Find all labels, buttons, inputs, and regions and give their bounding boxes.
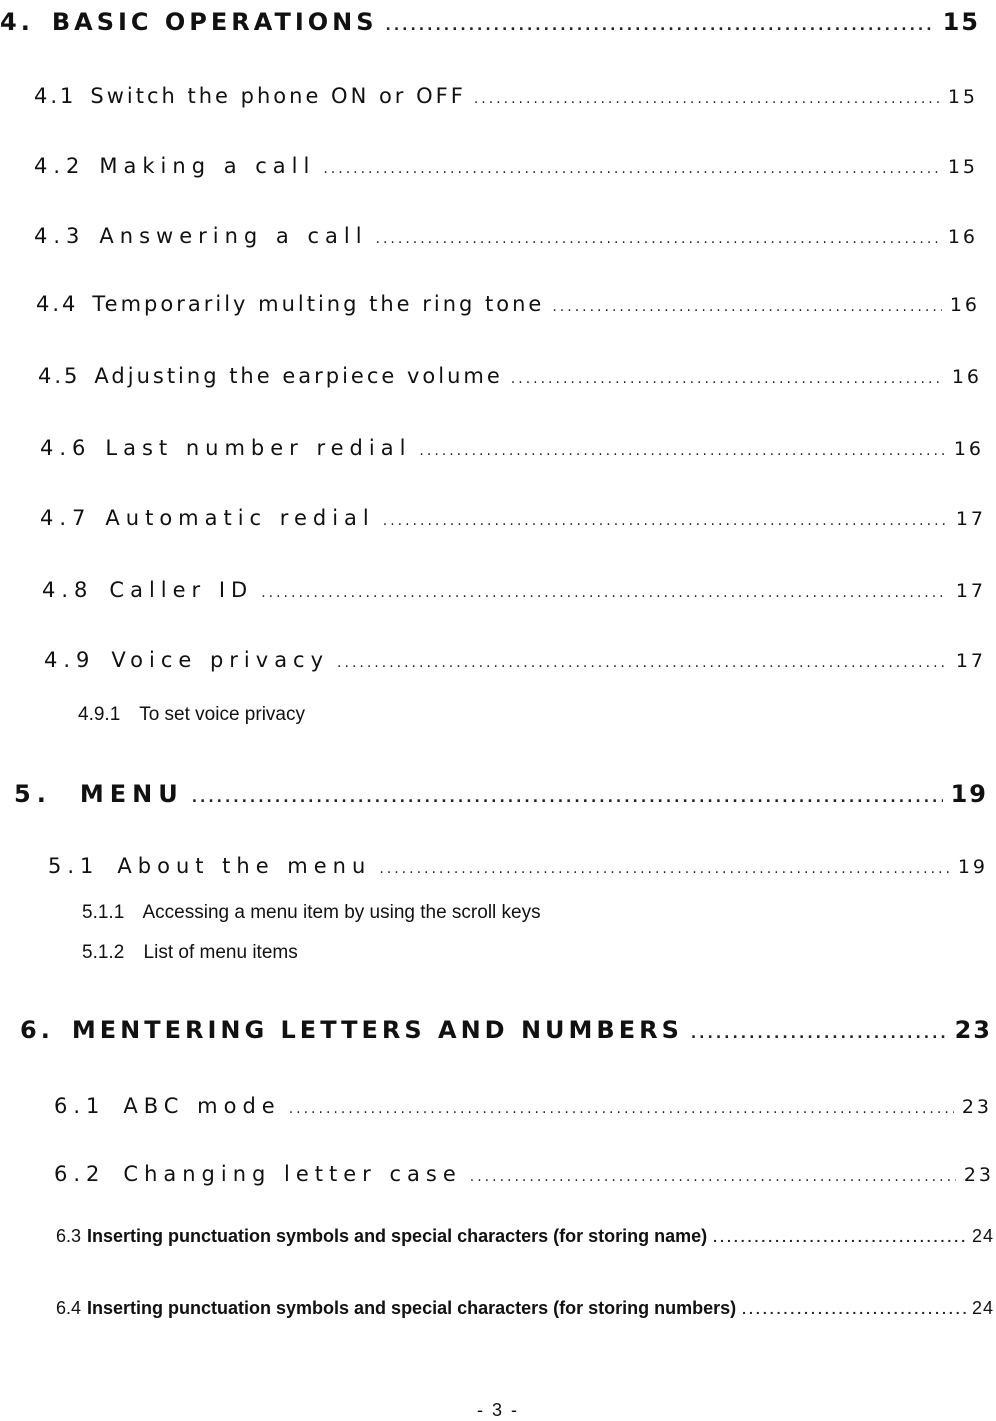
toc-leader	[289, 1101, 954, 1117]
toc-section-6-1[interactable]	[54, 1094, 992, 1118]
toc-page: 16	[951, 366, 982, 388]
toc-page: 16	[953, 438, 984, 460]
toc-subsection-5-1-1[interactable]	[82, 902, 541, 924]
toc-title: ABC mode	[123, 1094, 281, 1118]
page-number-footer: - 3 -	[476, 1400, 519, 1420]
toc-subsection-4-9-1[interactable]	[78, 704, 305, 726]
toc-leader	[552, 299, 941, 315]
toc-leader	[691, 1026, 947, 1042]
toc-leader	[386, 18, 935, 34]
toc-page: 15	[947, 156, 978, 178]
toc-section-6-3[interactable]	[56, 1226, 994, 1247]
toc-title: MENU	[79, 780, 184, 808]
toc-chapter-4[interactable]	[0, 8, 980, 36]
toc-subsection-5-1-2[interactable]	[82, 942, 298, 964]
toc-page: 24	[971, 1226, 994, 1246]
toc-number: 6.2	[54, 1162, 106, 1186]
toc-page: 17	[955, 650, 986, 672]
toc-number: 4.5	[38, 364, 81, 388]
toc-title: Answering a call	[99, 224, 368, 248]
toc-title: List of menu items	[143, 942, 298, 963]
toc-number: 6.4	[56, 1298, 82, 1318]
toc-leader	[376, 231, 940, 247]
toc-number: 4.3	[34, 224, 86, 248]
toc-section-5-1[interactable]	[48, 854, 988, 878]
toc-leader	[470, 1169, 956, 1185]
toc-number: 4.8	[42, 578, 94, 602]
toc-title: Changing letter case	[123, 1162, 462, 1186]
toc-title: Automatic redial	[105, 506, 375, 530]
toc-leader	[474, 91, 940, 107]
toc-leader	[323, 161, 939, 177]
toc-leader	[261, 585, 948, 601]
toc-title: Last number redial	[105, 436, 412, 460]
toc-title: Inserting punctuation symbols and special characters (for storing numbers)	[87, 1298, 737, 1318]
toc-number: 4.4	[36, 292, 79, 316]
toc-section-4-7[interactable]	[40, 506, 986, 530]
toc-section-4-3[interactable]	[34, 224, 978, 248]
toc-title: Making a call	[99, 154, 316, 178]
toc-number: 6.1	[54, 1094, 106, 1118]
toc-number: 5.	[14, 780, 52, 808]
toc-page: 15	[947, 86, 978, 108]
toc-chapter-6[interactable]	[20, 1016, 992, 1044]
toc-number: 6.	[20, 1016, 54, 1044]
toc-chapter-5[interactable]	[14, 780, 988, 808]
toc-number: 5.1	[48, 854, 100, 878]
toc-page: 15	[942, 8, 980, 36]
toc-section-4-4[interactable]	[36, 292, 980, 316]
toc-title: Voice privacy	[111, 648, 330, 672]
toc-number: 4.9.1	[78, 704, 121, 725]
toc-title: Temporarily multing the ring tone	[92, 292, 545, 316]
toc-leader	[511, 371, 944, 387]
toc-section-4-2[interactable]	[34, 154, 978, 178]
toc-page: 23	[954, 1016, 992, 1044]
toc-page: 24	[971, 1298, 994, 1318]
toc-section-4-9[interactable]	[44, 648, 986, 672]
toc-leader	[383, 513, 948, 529]
toc-page: 17	[955, 508, 986, 530]
toc-section-4-8[interactable]	[42, 578, 986, 602]
toc-section-6-4[interactable]	[56, 1298, 994, 1319]
toc-number: 4.	[0, 8, 34, 36]
toc-page: 17	[955, 580, 986, 602]
toc-section-4-6[interactable]	[40, 436, 984, 460]
toc-title: To set voice privacy	[139, 704, 305, 725]
toc-title: Switch the phone ON or OFF	[90, 84, 466, 108]
toc-section-4-5[interactable]	[38, 364, 982, 388]
toc-number: 4.6	[40, 436, 92, 460]
toc-number: 4.1	[34, 84, 77, 108]
toc-number: 5.1.2	[82, 942, 125, 963]
toc-title: Caller ID	[109, 578, 254, 602]
toc-page: 23	[961, 1096, 992, 1118]
toc-title: Adjusting the earpiece volume	[94, 364, 503, 388]
toc-leader	[742, 1301, 966, 1317]
toc-page: 23	[963, 1164, 994, 1186]
toc-section-6-2[interactable]	[54, 1162, 994, 1186]
toc-leader	[192, 790, 943, 806]
toc-section-4-1[interactable]	[34, 84, 978, 108]
toc-leader	[379, 861, 950, 877]
toc-number: 4.9	[44, 648, 96, 672]
toc-title: Accessing a menu item by using the scroll keys	[142, 902, 541, 923]
toc-page: 19	[950, 780, 988, 808]
toc-page: 19	[957, 856, 988, 878]
toc-page: 16	[947, 226, 978, 248]
toc-title: About the menu	[117, 854, 372, 878]
toc-leader	[419, 443, 945, 459]
toc-title: MENTERING LETTERS AND NUMBERS	[71, 1016, 683, 1044]
toc-number: 4.7	[40, 506, 92, 530]
toc-leader	[713, 1229, 966, 1245]
toc-number: 5.1.1	[82, 902, 125, 923]
toc-number: 4.2	[34, 154, 86, 178]
toc-leader	[337, 655, 948, 671]
toc-title: BASIC OPERATIONS	[51, 8, 378, 36]
toc-number: 6.3	[56, 1226, 82, 1246]
toc-title: Inserting punctuation symbols and special characters (for storing name)	[87, 1226, 708, 1246]
toc-page: 16	[949, 294, 980, 316]
